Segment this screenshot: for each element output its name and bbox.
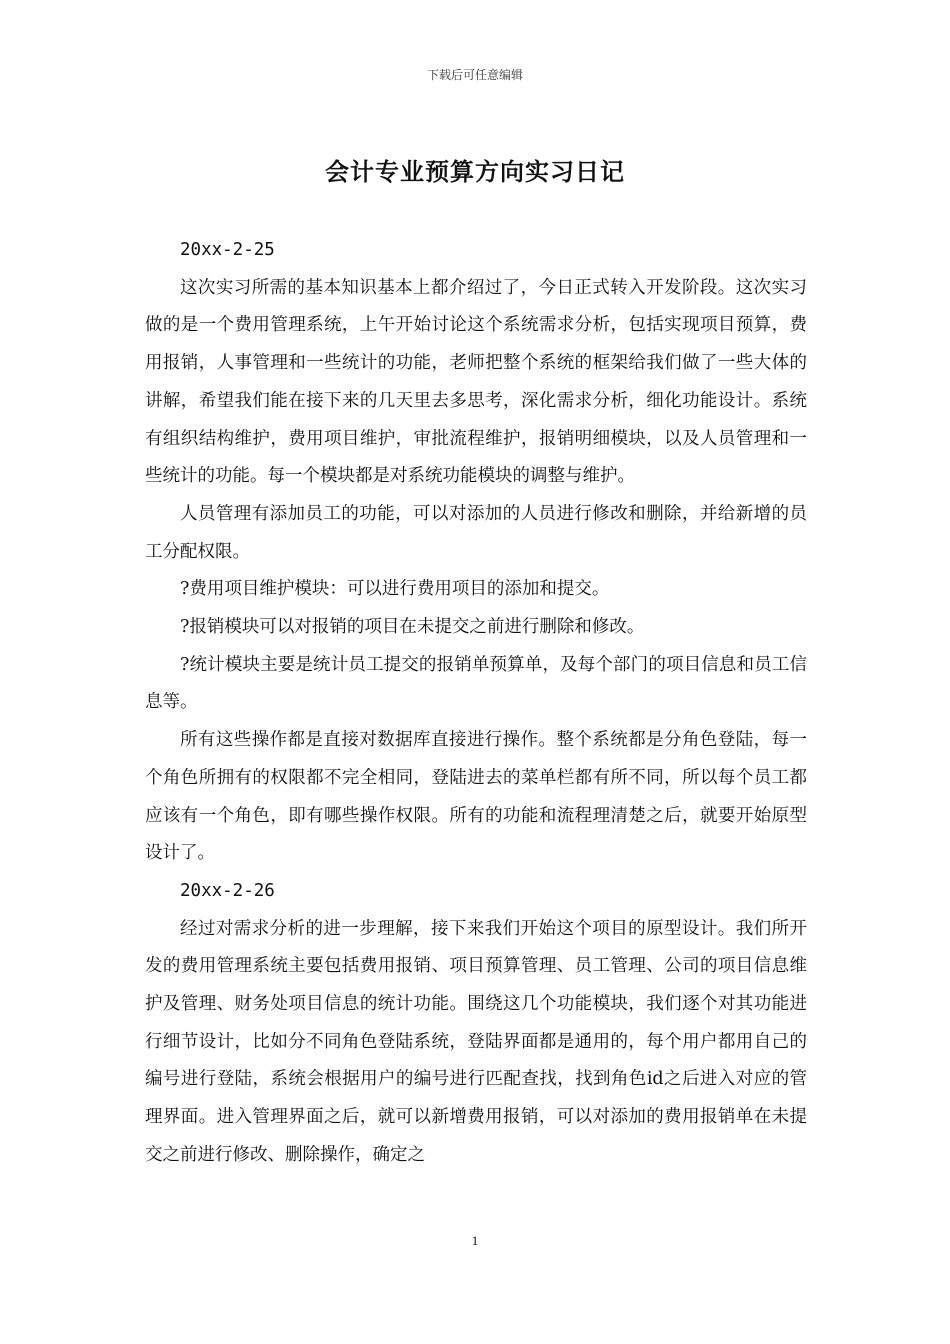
document-body — [145, 232, 807, 1175]
paragraph: ?统计模块主要是统计员工提交的报销单预算单，及每个部门的项目信息和员工信息等。 — [145, 654, 807, 713]
paragraph: 人员管理有添加员工的功能，可以对添加的人员进行修改和删除，并给新增的员工分配权限。 — [145, 503, 807, 562]
entry-date: 20xx-2-25 — [180, 240, 275, 260]
paragraph: 经过对需求分析的进一步理解，接下来我们开始这个项目的原型设计。我们所开发的费用管理系统主要包括费用报销、项目预算管理、员工管理、公司的项目信息维护及管理、财务处项目信息的统计功能。围绕这几个功能模块，我们逐个对其功能进行细节设计，比如分不同角色登陆系统，登陆界面都是通用的，每个用户都用自己的编号进行登陆，系统会根据用户的编号进行匹配查找，找到角色id之后进入对应的管理界面。进入管理界面之后，就可以新增费用报销，可以对添加的费用报销单在未提交之前进行修改、删除操作，确定之 — [145, 918, 807, 1165]
header-note: 下载后可任意编辑 — [426, 68, 523, 82]
paragraph: 这次实习所需的基本知识基本上都介绍过了，今日正式转入开发阶段。这次实习做的是一个费用管理系统，上午开始讨论这个系统需求分析，包括实现项目预算，费用报销，人事管理和一些统计的功能，老师把整个系统的框架给我们做了一些大体的讲解，希望我们能在接下来的几天里去多思考，深化需求分析，细化功能设计。系统有组织结构维护，费用项目维护，审批流程维护，报销明细模块，以及人员管理和一些统计的功能。每一个模块都是对系统功能模块的调整与维护。 — [145, 277, 807, 487]
page-number: 1 — [471, 1233, 479, 1248]
entry-date: 20xx-2-26 — [180, 880, 275, 901]
paragraph: 所有这些操作都是直接对数据库直接进行操作。整个系统都是分角色登陆，每一个角色所拥有的权限都不完全相同，登陆进去的菜单栏都有所不同，所以每个员工都应该有一个角色，即有哪些操作权限。所有的功能和流程理清楚之后，就要开始原型设计了。 — [145, 730, 807, 864]
paragraph: ?费用项目维护模块：可以进行费用项目的添加和提交。 — [180, 579, 610, 600]
document-title: 会计专业预算方向实习日记 — [325, 158, 625, 186]
paragraph: ?报销模块可以对报销的项目在未提交之前进行删除和修改。 — [180, 617, 645, 638]
